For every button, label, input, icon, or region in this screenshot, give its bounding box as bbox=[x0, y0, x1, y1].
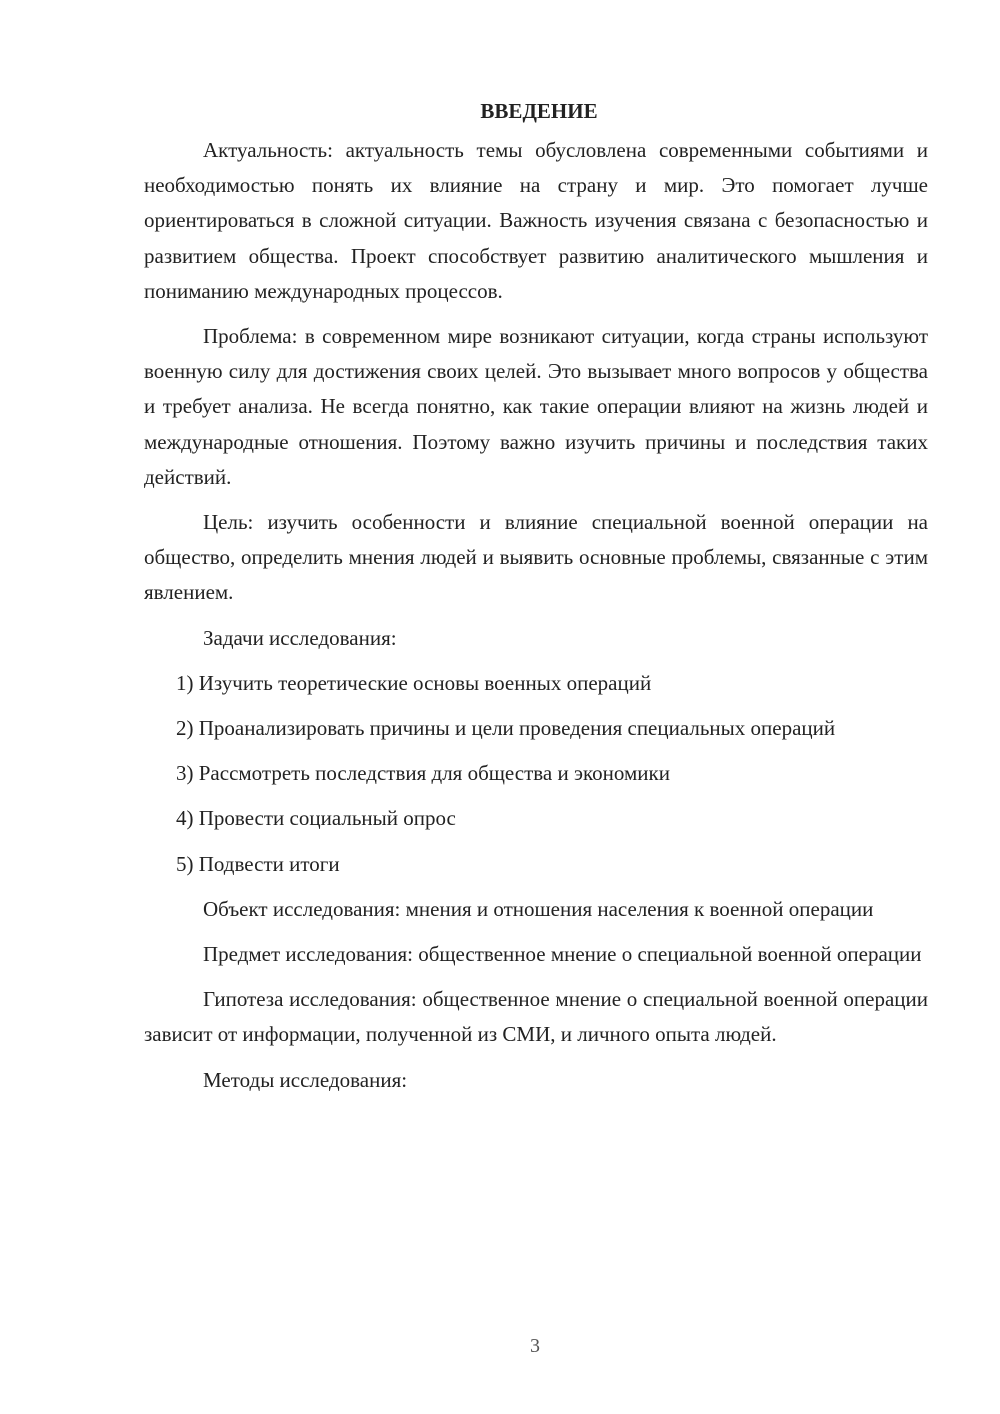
paragraph-subject: Предмет исследования: общественное мнение о специальной военной операции bbox=[203, 942, 922, 967]
page-number: 3 bbox=[530, 1335, 540, 1357]
paragraph-methods-heading: Методы исследования: bbox=[203, 1067, 408, 1092]
paragraph-relevance: Актуальность: актуальность темы обусловлена современными событиями и необходимостью понять их влияние на страну и мир. Это помогает лучше ориентироваться в сложной ситуации. Важность изучения связана с безопасностью и развитием общества. Проект способствует развитию аналитического мышления и пониманию международных процессов. bbox=[144, 138, 928, 303]
paragraph-tasks-heading: Задачи исследования: bbox=[203, 625, 397, 650]
paragraph-goal: Цель: изучить особенности и влияние специальной военной операции на общество, определить мнения людей и выявить основные проблемы, связанные с этим явлением. bbox=[144, 510, 928, 605]
task-item: 4) Провести социальный опрос bbox=[176, 806, 456, 831]
task-item: 1) Изучить теоретические основы военных операций bbox=[176, 670, 652, 695]
task-item: 3) Рассмотреть последствия для общества и экономики bbox=[176, 761, 670, 786]
task-item: 5) Подвести итоги bbox=[176, 851, 340, 876]
task-item: 2) Проанализировать причины и цели проведения специальных операций bbox=[176, 716, 836, 741]
page-content bbox=[144, 96, 928, 1108]
paragraph-object: Объект исследования: мнения и отношения населения к военной операции bbox=[203, 896, 874, 921]
paragraph-hypothesis: Гипотеза исследования: общественное мнение о специальной военной операции зависит от информации, полученной из СМИ, и личного опыта людей. bbox=[144, 987, 928, 1047]
page-title: ВВЕДЕНИЕ bbox=[480, 99, 598, 123]
paragraph-problem: Проблема: в современном мире возникают ситуации, когда страны используют военную силу для достижения своих целей. Это вызывает много вопросов у общества и требует анализа. Не всегда понятно, как такие операции влияют на жизнь людей и международные отношения. Поэтому важно изучить причины и последствия таких действий. bbox=[144, 324, 928, 489]
